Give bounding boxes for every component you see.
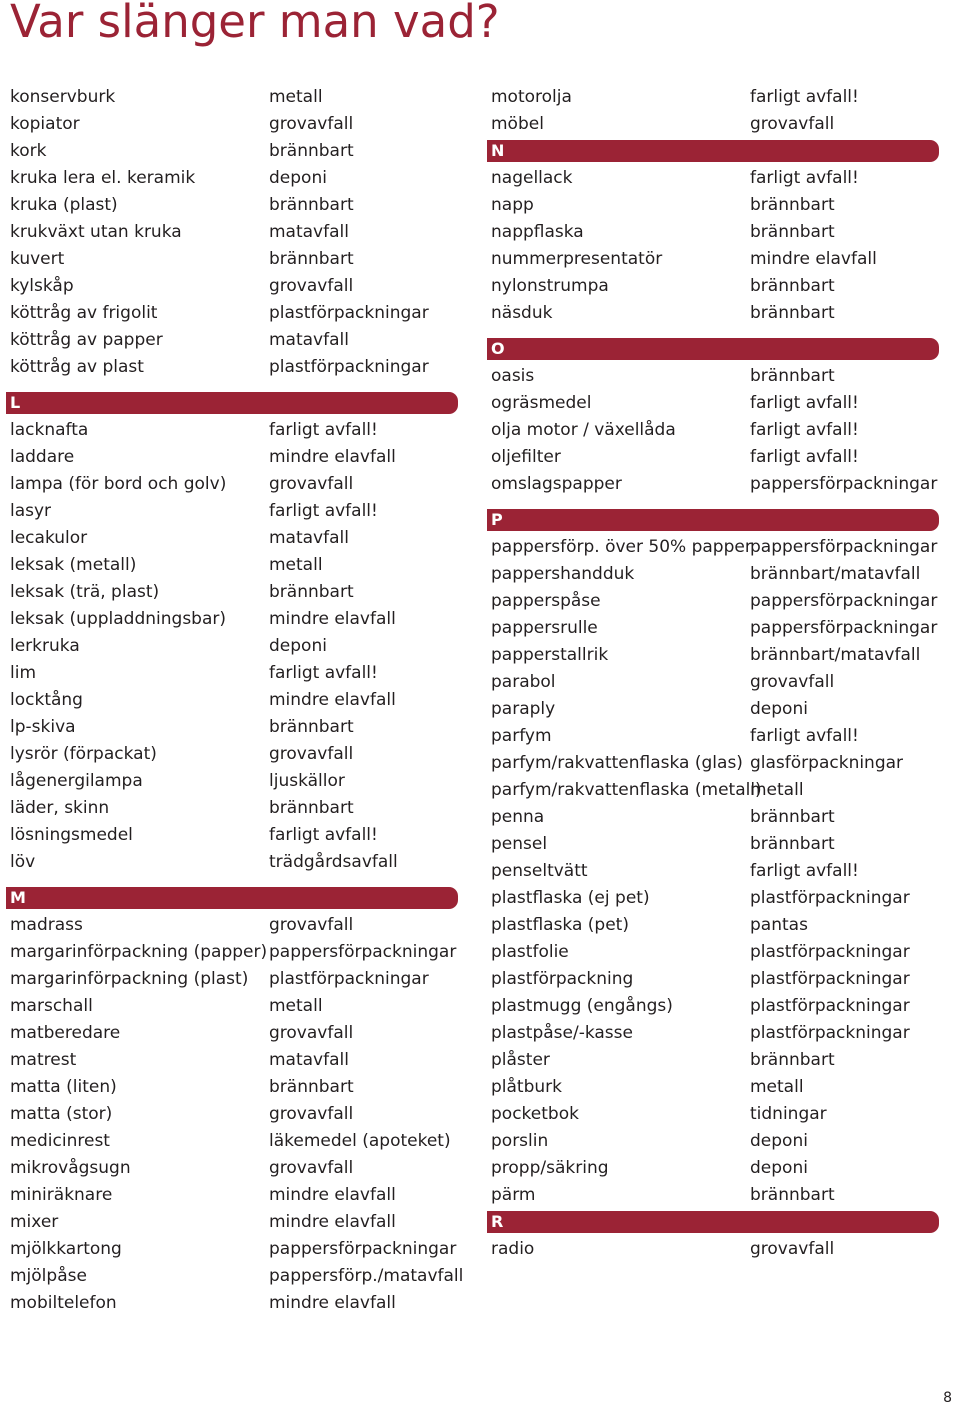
item-category: pappersförpackningar <box>269 942 457 962</box>
item-name: plastmugg (engångs) <box>491 996 673 1016</box>
list-item <box>491 165 939 192</box>
item-name: krukväxt utan kruka <box>10 222 182 242</box>
item-name: lysrör (förpackat) <box>10 744 157 764</box>
item-category: deponi <box>750 699 808 719</box>
item-category: mindre elavfall <box>750 249 877 269</box>
section-gap <box>10 381 458 390</box>
item-category: matavfall <box>269 222 349 242</box>
item-name: medicinrest <box>10 1131 110 1151</box>
item-name: omslagspapper <box>491 474 622 494</box>
item-name: mikrovågsugn <box>10 1158 131 1178</box>
item-name: matta (liten) <box>10 1077 117 1097</box>
item-category: brännbart <box>750 1185 835 1205</box>
item-name: pärm <box>491 1185 536 1205</box>
item-name: leksak (metall) <box>10 555 137 575</box>
list-item <box>10 795 458 822</box>
item-name: lerkruka <box>10 636 80 656</box>
item-category: grovavfall <box>750 672 835 692</box>
section-header-n: N <box>487 140 939 162</box>
item-name: kylskåp <box>10 276 74 296</box>
list-item <box>491 534 939 561</box>
list-item <box>10 687 458 714</box>
item-category: brännbart/matavfall <box>750 645 921 665</box>
page-number: 8 <box>943 1390 952 1406</box>
list-item <box>10 1020 458 1047</box>
item-category: deponi <box>750 1158 808 1178</box>
list-item <box>491 615 939 642</box>
list-item <box>10 579 458 606</box>
section-header-m: M <box>6 887 458 909</box>
item-name: plåster <box>491 1050 550 1070</box>
item-category: metall <box>750 780 804 800</box>
item-name: kruka (plast) <box>10 195 118 215</box>
list-item <box>10 192 458 219</box>
list-item <box>491 1236 939 1263</box>
list-item <box>491 858 939 885</box>
item-category: pappersförpackningar <box>750 618 938 638</box>
item-category: farligt avfall! <box>750 168 859 188</box>
item-category: plastförpackningar <box>750 888 910 908</box>
item-category: farligt avfall! <box>269 501 378 521</box>
item-name: kork <box>10 141 47 161</box>
item-category: brännbart <box>269 195 354 215</box>
item-category: läkemedel (apoteket) <box>269 1131 451 1151</box>
item-name: plastförpackning <box>491 969 634 989</box>
item-name: kuvert <box>10 249 65 269</box>
list-item <box>10 741 458 768</box>
list-item <box>491 912 939 939</box>
list-item <box>491 1047 939 1074</box>
list-item <box>491 363 939 390</box>
list-item <box>10 273 458 300</box>
item-category: farligt avfall! <box>750 447 859 467</box>
item-category: brännbart <box>750 195 835 215</box>
list-item <box>10 1047 458 1074</box>
item-category: deponi <box>269 168 327 188</box>
item-name: nappflaska <box>491 222 584 242</box>
list-item <box>10 993 458 1020</box>
list-item <box>10 1290 458 1317</box>
item-category: metall <box>750 1077 804 1097</box>
item-category: grovavfall <box>269 915 354 935</box>
item-category: brännbart <box>750 834 835 854</box>
list-item <box>10 1101 458 1128</box>
section-gap <box>491 327 939 336</box>
item-name: marschall <box>10 996 93 1016</box>
item-category: plastförpackningar <box>750 942 910 962</box>
item-category: brännbart <box>269 798 354 818</box>
item-name: nagellack <box>491 168 573 188</box>
item-name: mjölpåse <box>10 1266 87 1286</box>
list-item <box>10 444 458 471</box>
item-name: radio <box>491 1239 535 1259</box>
list-item <box>10 606 458 633</box>
item-category: tidningar <box>750 1104 827 1124</box>
item-name: oasis <box>491 366 535 386</box>
item-name: plastflaska (pet) <box>491 915 629 935</box>
item-category: mindre elavfall <box>269 1185 396 1205</box>
list-item <box>10 246 458 273</box>
item-category: brännbart <box>750 1050 835 1070</box>
item-name: nummerpresentatör <box>491 249 663 269</box>
item-name: napp <box>491 195 534 215</box>
item-name: papperstallrik <box>491 645 609 665</box>
item-name: pappersförp. över 50% papper <box>491 537 752 557</box>
section-header-p: P <box>487 509 939 531</box>
item-category: grovavfall <box>269 1104 354 1124</box>
item-category: farligt avfall! <box>269 825 378 845</box>
item-category: trädgårdsavfall <box>269 852 398 872</box>
item-name: pappersrulle <box>491 618 598 638</box>
item-category: plastförpackningar <box>750 996 910 1016</box>
item-name: laddare <box>10 447 75 467</box>
list-item <box>10 219 458 246</box>
list-item <box>491 669 939 696</box>
item-category: glasförpackningar <box>750 753 904 773</box>
list-item <box>10 939 458 966</box>
section-header-l: L <box>6 392 458 414</box>
item-category: grovavfall <box>269 744 354 764</box>
list-item <box>491 111 939 138</box>
left-column <box>10 84 464 1317</box>
item-category: pappersförpackningar <box>269 1239 457 1259</box>
item-category: metall <box>269 996 323 1016</box>
item-category: plastförpackningar <box>269 969 429 989</box>
item-name: köttråg av frigolit <box>10 303 158 323</box>
item-name: plastfolie <box>491 942 569 962</box>
item-name: kopiator <box>10 114 80 134</box>
list-item <box>491 1128 939 1155</box>
page-title: Var slänger man vad? <box>10 0 500 48</box>
item-category: deponi <box>750 1131 808 1151</box>
list-item <box>491 192 939 219</box>
item-category: farligt avfall! <box>750 726 859 746</box>
item-category: mindre elavfall <box>269 447 396 467</box>
item-name: motorolja <box>491 87 572 107</box>
list-item <box>10 111 458 138</box>
item-category: pantas <box>750 915 808 935</box>
list-item <box>10 138 458 165</box>
item-name: parfym <box>491 726 552 746</box>
item-name: olja motor / växellåda <box>491 420 676 440</box>
item-category: grovavfall <box>750 1239 835 1259</box>
item-name: parfym/rakvattenflaska (glas) <box>491 753 743 773</box>
item-name: kruka lera el. keramik <box>10 168 196 188</box>
item-category: matavfall <box>269 330 349 350</box>
item-name: leksak (trä, plast) <box>10 582 160 602</box>
item-name: pensel <box>491 834 548 854</box>
list-item <box>10 300 458 327</box>
list-item <box>10 165 458 192</box>
item-category: farligt avfall! <box>750 861 859 881</box>
item-name: margarinförpackning (papper) <box>10 942 268 962</box>
item-category: grovavfall <box>269 114 354 134</box>
item-category: farligt avfall! <box>750 393 859 413</box>
item-name: nylonstrumpa <box>491 276 609 296</box>
item-name: köttråg av papper <box>10 330 163 350</box>
list-item <box>10 768 458 795</box>
item-name: penna <box>491 807 545 827</box>
item-name: matberedare <box>10 1023 121 1043</box>
item-name: miniräknare <box>10 1185 113 1205</box>
section-gap <box>491 498 939 507</box>
list-item <box>491 777 939 804</box>
item-name: lecakulor <box>10 528 88 548</box>
list-item <box>10 1155 458 1182</box>
item-name: näsduk <box>491 303 553 323</box>
section-gap <box>10 876 458 885</box>
list-item <box>491 561 939 588</box>
list-item <box>10 354 458 381</box>
item-category: pappersförpackningar <box>750 591 938 611</box>
list-item <box>491 390 939 417</box>
list-item <box>491 219 939 246</box>
item-name: papperspåse <box>491 591 601 611</box>
item-name: leksak (uppladdningsbar) <box>10 609 227 629</box>
list-item <box>491 273 939 300</box>
list-item <box>491 939 939 966</box>
list-item <box>10 633 458 660</box>
item-name: lösningsmedel <box>10 825 133 845</box>
item-name: köttråg av plast <box>10 357 144 377</box>
item-category: grovavfall <box>269 1023 354 1043</box>
item-category: metall <box>269 87 323 107</box>
list-item <box>491 804 939 831</box>
item-category: mindre elavfall <box>269 690 396 710</box>
item-name: penseltvätt <box>491 861 588 881</box>
item-category: plastförpackningar <box>269 357 429 377</box>
list-item <box>491 1074 939 1101</box>
item-name: mixer <box>10 1212 59 1232</box>
item-name: margarinförpackning (plast) <box>10 969 249 989</box>
item-category: brännbart <box>269 141 354 161</box>
item-name: parabol <box>491 672 556 692</box>
item-name: ogräsmedel <box>491 393 592 413</box>
item-name: lågenergilampa <box>10 771 143 791</box>
item-name: matrest <box>10 1050 77 1070</box>
item-name: lim <box>10 663 37 683</box>
item-name: lampa (för bord och golv) <box>10 474 227 494</box>
right-column <box>491 84 939 1263</box>
list-item <box>491 246 939 273</box>
list-item <box>10 525 458 552</box>
item-category: brännbart <box>750 222 835 242</box>
list-item <box>10 660 458 687</box>
item-category: plastförpackningar <box>269 303 429 323</box>
item-name: parfym/rakvattenflaska (metall) <box>491 780 762 800</box>
list-item <box>491 831 939 858</box>
item-name: oljefilter <box>491 447 561 467</box>
list-item <box>10 552 458 579</box>
item-name: locktång <box>10 690 83 710</box>
item-name: porslin <box>491 1131 549 1151</box>
list-item <box>10 1182 458 1209</box>
item-name: mjölkkartong <box>10 1239 122 1259</box>
list-item <box>491 993 939 1020</box>
item-category: mindre elavfall <box>269 1293 396 1313</box>
list-item <box>491 588 939 615</box>
item-category: brännbart <box>269 582 354 602</box>
list-item <box>10 1263 464 1290</box>
list-item <box>10 912 458 939</box>
item-category: matavfall <box>269 1050 349 1070</box>
item-category: ljuskällor <box>269 771 345 791</box>
item-category: brännbart <box>269 717 354 737</box>
item-name: läder, skinn <box>10 798 110 818</box>
item-category: grovavfall <box>269 474 354 494</box>
item-name: mobiltelefon <box>10 1293 117 1313</box>
item-category: grovavfall <box>750 114 835 134</box>
list-item <box>491 696 939 723</box>
item-category: plastförpackningar <box>750 969 910 989</box>
list-item <box>491 885 939 912</box>
item-name: plastflaska (ej pet) <box>491 888 650 908</box>
list-item <box>491 723 939 750</box>
list-item <box>10 822 458 849</box>
list-item <box>491 966 939 993</box>
item-category: mindre elavfall <box>269 1212 396 1232</box>
item-category: brännbart/matavfall <box>750 564 921 584</box>
list-item <box>491 642 939 669</box>
item-category: pappersförp./matavfall <box>269 1266 464 1286</box>
list-item <box>491 750 939 777</box>
list-item <box>491 417 939 444</box>
list-item <box>10 417 458 444</box>
list-item <box>491 84 939 111</box>
list-item <box>491 1182 939 1209</box>
list-item <box>10 1209 458 1236</box>
item-category: brännbart <box>750 276 835 296</box>
item-category: metall <box>269 555 323 575</box>
item-name: pocketbok <box>491 1104 579 1124</box>
item-name: pappershandduk <box>491 564 635 584</box>
list-item <box>10 966 458 993</box>
item-category: grovavfall <box>269 276 354 296</box>
list-item <box>491 444 939 471</box>
list-item <box>491 1101 939 1128</box>
section-header-r: R <box>487 1211 939 1233</box>
list-item <box>10 849 458 876</box>
item-category: pappersförpackningar <box>750 474 938 494</box>
item-category: brännbart <box>750 303 835 323</box>
list-item <box>10 498 458 525</box>
item-name: möbel <box>491 114 544 134</box>
item-name: lacknafta <box>10 420 89 440</box>
item-name: löv <box>10 852 36 872</box>
section-header-o: O <box>487 338 939 360</box>
item-name: madrass <box>10 915 83 935</box>
list-item <box>491 300 939 327</box>
list-item <box>491 1020 939 1047</box>
list-item <box>10 471 458 498</box>
item-category: farligt avfall! <box>269 663 378 683</box>
item-category: mindre elavfall <box>269 609 396 629</box>
item-category: farligt avfall! <box>750 420 859 440</box>
item-category: pappersförpackningar <box>750 537 938 557</box>
list-item <box>10 1128 458 1155</box>
item-name: matta (stor) <box>10 1104 113 1124</box>
item-category: matavfall <box>269 528 349 548</box>
list-item <box>10 327 458 354</box>
item-category: farligt avfall! <box>269 420 378 440</box>
item-category: brännbart <box>750 366 835 386</box>
list-item <box>491 1155 939 1182</box>
item-name: plåtburk <box>491 1077 562 1097</box>
item-category: brännbart <box>269 249 354 269</box>
list-item <box>10 1236 458 1263</box>
item-category: brännbart <box>750 807 835 827</box>
list-item <box>10 1074 458 1101</box>
item-name: plastpåse/-kasse <box>491 1023 633 1043</box>
item-category: deponi <box>269 636 327 656</box>
item-category: brännbart <box>269 1077 354 1097</box>
item-category: farligt avfall! <box>750 87 859 107</box>
item-name: lp-skiva <box>10 717 76 737</box>
item-name: paraply <box>491 699 556 719</box>
list-item <box>10 84 458 111</box>
item-name: konservburk <box>10 87 116 107</box>
list-item <box>491 471 939 498</box>
item-category: plastförpackningar <box>750 1023 910 1043</box>
item-name: propp/säkring <box>491 1158 609 1178</box>
list-item <box>10 714 458 741</box>
item-name: lasyr <box>10 501 52 521</box>
item-category: grovavfall <box>269 1158 354 1178</box>
